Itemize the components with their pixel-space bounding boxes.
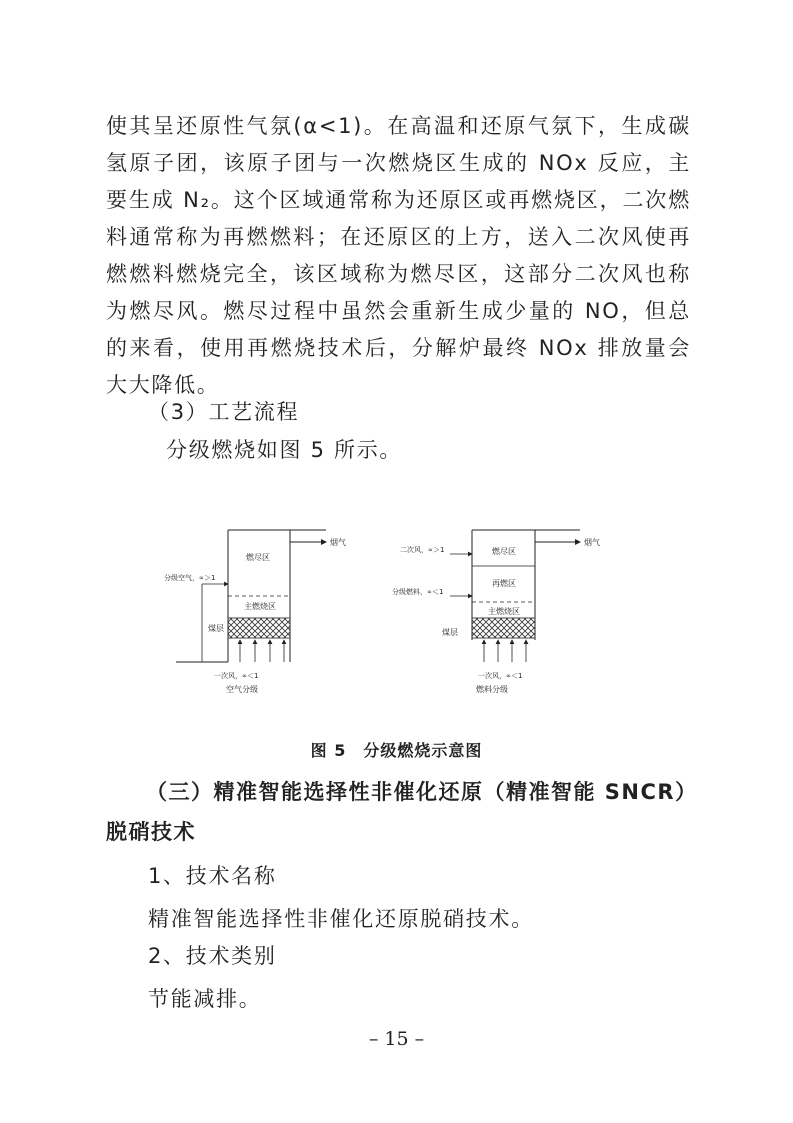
label-main-zone-right: 主燃烧区: [488, 607, 520, 616]
label-burnout-zone-left: 燃尽区: [246, 553, 270, 562]
figure-caption: 图 5 分级燃烧示意图: [310, 741, 483, 760]
label-coal-left: 煤层: [208, 624, 224, 633]
item2-text: 节能减排。: [148, 987, 262, 1011]
body-paragraph: 使其呈还原性气氛(α<1)。在高温和还原气氛下，生成碳氢原子团，该原子团与一次燃烧区生成的 NOx 反应，主要生成 N₂。这个区域通常称为还原区或再燃烧区，二次燃料通常称为再燃燃料；在还原区的上方，送入二次风使再燃燃料燃烧完全，该区域称为燃尽区，这部分二次风也称为燃尽风。燃尽过程中虽然会重新生成少量的 NO，但总的来看，使用再燃烧技术后，分解炉最终 NOx 排放量会大大降低。: [106, 114, 691, 397]
coal-layer-left: [228, 618, 290, 638]
page-number: – 15 –: [368, 1028, 425, 1050]
coal-layer-right: [472, 618, 535, 638]
label-primary-air-right: 一次风，∝＜1: [478, 672, 523, 680]
section-heading: （三）精准智能选择性非催化还原（精准智能 SNCR）脱硝技术: [106, 780, 688, 844]
item2-title: 2、技术类别: [148, 944, 277, 968]
item1-title: 1、技术名称: [148, 864, 277, 888]
label-reburn-zone: 再燃区: [492, 579, 516, 588]
item1-text: 精准智能选择性非催化还原脱硝技术。: [148, 907, 534, 931]
staged-combustion-diagram: [150, 520, 650, 700]
fuel-staging-diagram: [392, 530, 600, 694]
label-smoke-left: 烟气: [330, 538, 346, 547]
figure-reference-text: 分级燃烧如图 5 所示。: [166, 438, 403, 462]
label-smoke-right: 烟气: [584, 538, 600, 547]
title-air-staging: 空气分级: [226, 685, 258, 694]
subheading-process-flow: （3）工艺流程: [148, 400, 300, 424]
label-primary-air-left: 一次风，∝＜1: [214, 672, 259, 680]
label-main-zone-left: 主燃烧区: [244, 602, 276, 611]
title-fuel-staging: 燃料分级: [476, 685, 508, 694]
label-staged-fuel: 分级燃料，∝＜1: [392, 588, 444, 596]
label-burnout-zone-right: 燃尽区: [492, 547, 516, 556]
air-staging-diagram: [164, 530, 346, 694]
label-staged-air: 分级空气，∝＞1: [164, 574, 216, 582]
label-secondary-air: 二次风，∝＞1: [400, 546, 445, 554]
label-coal-right: 煤层: [442, 628, 458, 637]
